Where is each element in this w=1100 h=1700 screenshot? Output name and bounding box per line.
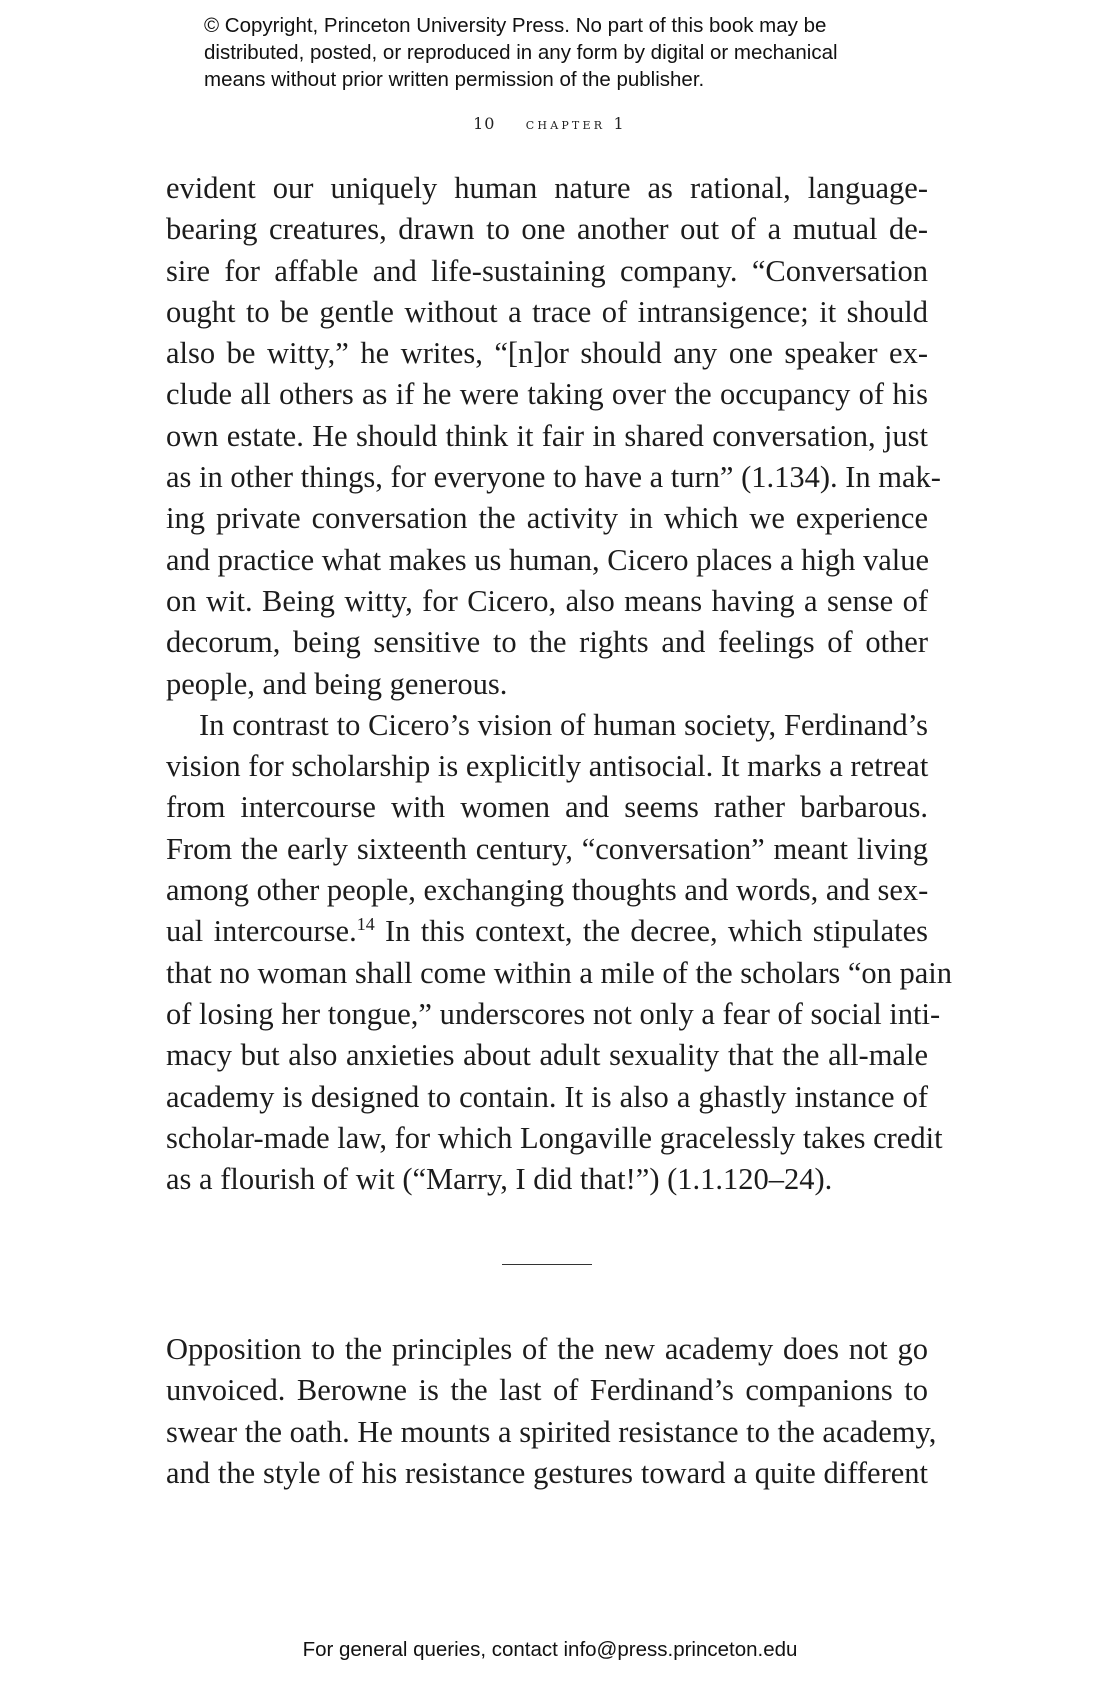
text-line: In contrast to Cicero’s vision of human society, Ferdinand’s bbox=[199, 707, 928, 742]
text-line: of losing her tongue,” underscores not only a fear of social inti- bbox=[166, 996, 941, 1031]
chapter-label: chapter 1 bbox=[525, 114, 627, 133]
text-line: clude all others as if he were taking over the occupancy of his bbox=[166, 377, 928, 412]
text-line: macy but also anxieties about adult sexuality that the all-male bbox=[166, 1038, 928, 1073]
text-line: among other people, exchanging thoughts and words, and sex- bbox=[166, 873, 929, 908]
text-line: own estate. He should think it fair in shared conversation, just bbox=[166, 418, 928, 453]
text-line-with-note bbox=[166, 911, 928, 952]
text-line: people, and being generous. bbox=[166, 666, 508, 701]
text-line: as a flourish of wit (“Marry, I did that!”) (1.1.120–24). bbox=[166, 1162, 833, 1197]
text-line: ought to be gentle without a trace of intransigence; it should bbox=[166, 294, 928, 329]
text-line: that no woman shall come within a mile of the scholars “on pain bbox=[166, 955, 953, 990]
section-text-block bbox=[166, 1329, 937, 1494]
copyright-line: means without prior written permission of the publisher. bbox=[204, 68, 705, 91]
text-line: from intercourse with women and seems rather barbarous. bbox=[166, 790, 928, 825]
footer-contact: For general queries, contact info@press.princeton.edu bbox=[302, 1638, 798, 1661]
text-line: as in other things, for everyone to have a turn” (1.134). In mak- bbox=[166, 460, 941, 495]
page-number: 10 bbox=[473, 114, 496, 133]
text-line: scholar-made law, for which Longaville gracelessly takes credit bbox=[166, 1120, 943, 1155]
text-line: vision for scholarship is explicitly antisocial. It marks a retreat bbox=[166, 749, 929, 784]
text-line: decorum, being sensitive to the rights and feelings of other bbox=[166, 625, 928, 660]
paragraph-continued bbox=[166, 168, 941, 705]
text-line: From the early sixteenth century, “conversation” meant living bbox=[166, 831, 928, 866]
copyright-notice bbox=[204, 12, 924, 93]
footnote-reference[interactable]: 14 bbox=[356, 914, 375, 935]
section-break-rule bbox=[502, 1264, 592, 1265]
text-segment: ual intercourse. bbox=[166, 914, 357, 949]
running-head bbox=[0, 114, 1100, 133]
text-line: sire for affable and life-sustaining company. “Conversation bbox=[166, 253, 928, 288]
copyright-line: © Copyright, Princeton University Press. No part of this book may be bbox=[204, 14, 827, 37]
main-text-block bbox=[166, 168, 953, 1200]
text-line: unvoiced. Berowne is the last of Ferdinand’s companions to bbox=[166, 1373, 928, 1408]
text-line: also be witty,” he writes, “[n]or should any one speaker ex- bbox=[166, 336, 928, 371]
text-line: evident our uniquely human nature as rational, language- bbox=[166, 171, 928, 205]
copyright-line: distributed, posted, or reproduced in any form by digital or mechanical bbox=[204, 41, 838, 64]
text-line: Opposition to the principles of the new academy does not go bbox=[166, 1332, 928, 1366]
text-line: on wit. Being witty, for Cicero, also means having a sense of bbox=[166, 583, 928, 618]
text-line: and practice what makes us human, Cicero places a high value bbox=[166, 542, 930, 577]
text-line: and the style of his resistance gestures toward a quite different bbox=[166, 1455, 928, 1490]
text-line: swear the oath. He mounts a spirited resistance to the academy, bbox=[166, 1414, 937, 1449]
text-line: academy is designed to contain. It is also a ghastly instance of bbox=[166, 1079, 928, 1114]
text-line: ing private conversation the activity in which we experience bbox=[166, 501, 928, 536]
text-line: bearing creatures, drawn to one another out of a mutual de- bbox=[166, 212, 928, 247]
text-segment: In this context, the decree, which stipulates bbox=[374, 914, 928, 949]
paragraph bbox=[166, 705, 953, 1201]
